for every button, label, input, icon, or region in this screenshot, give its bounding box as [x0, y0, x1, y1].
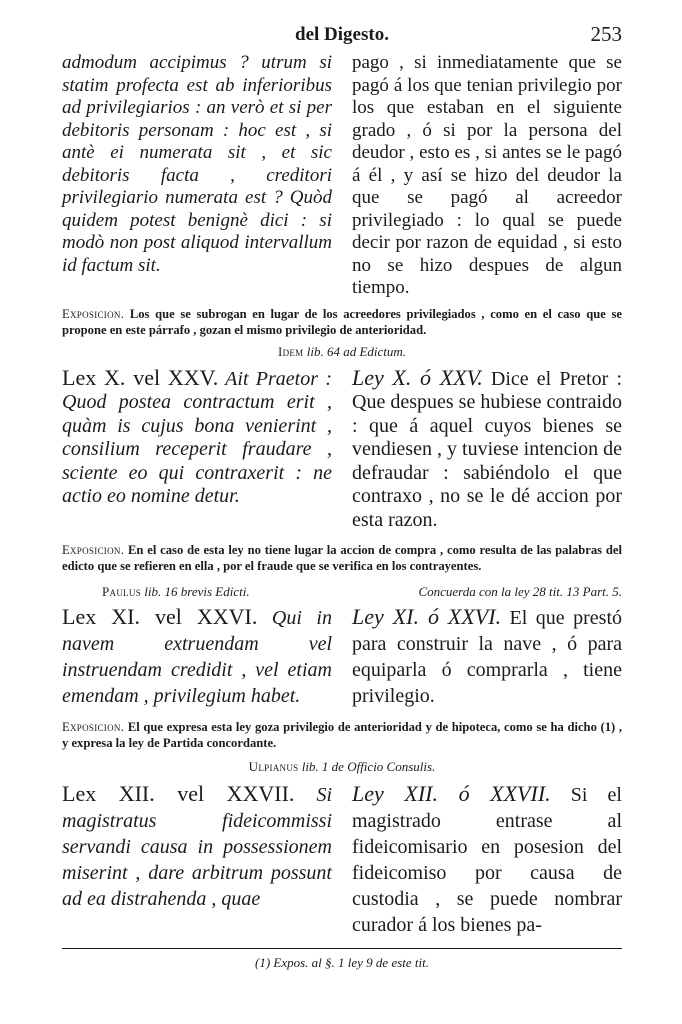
- source-left: [62, 584, 250, 600]
- text-block-1: [62, 52, 622, 300]
- source-author: Idem: [277, 343, 304, 359]
- exposicion-text: Los que se subrogan en lugar de los acreedores privilegiados , como en el caso que se propone en este párrafo , gozan el mismo privilegio de anterioridad.: [62, 306, 622, 337]
- latin-text: Qui in navem extruendam vel instruendam credidit , vel etiam emendam , privilegium habet.: [62, 607, 332, 707]
- source-line-1: [62, 344, 622, 360]
- source-ref: lib. 1 de Officio Consulis.: [301, 759, 436, 774]
- source-ref: lib. 64 ad Edictum.: [306, 343, 407, 359]
- spanish-column: [352, 781, 622, 938]
- ley-heading: Ley XI. ó XXVI.: [352, 604, 502, 629]
- text-block-2: [62, 366, 622, 533]
- spanish-text: El que prestó para construir la nave , ó para equiparla ó comprarla , tiene privilegio.: [352, 607, 623, 707]
- exposicion-text: En el caso de esta ley no tiene lugar la accion de compra , como resulta de las palabras del edicto que se refieren en ella , por el fraude que se verifica en los contrayentes.: [62, 543, 622, 573]
- running-head: [62, 22, 622, 48]
- ley-heading: Ley X. ó XXV.: [352, 364, 483, 390]
- running-title: del Digesto.: [295, 24, 389, 45]
- ley-heading: Ley XII. ó XXVII.: [352, 781, 551, 806]
- spanish-column: [352, 604, 622, 709]
- source-line-3: [62, 759, 622, 775]
- concordance: Concuerda con la ley 28 tit. 13 Part. 5.: [418, 584, 622, 599]
- lex-heading: Lex XI. vel XXVI.: [62, 604, 258, 629]
- exposicion-3: [62, 719, 622, 751]
- exposicion-text: El que expresa esta ley goza privilegio de anterioridad y de hipoteca, como se ha dicho (1) , y expresa la ley de Partida concordante.: [62, 720, 622, 750]
- source-author: Paulus: [102, 584, 142, 599]
- exposicion-label: Exposicion.: [62, 543, 125, 557]
- exposicion-1: [62, 306, 622, 338]
- source-ref: lib. 16 brevis Edicti.: [144, 584, 250, 599]
- spanish-text: Si el magistrado entrase al fideicomisario en posesion del fideicomiso por causa de custodia , se puede nombrar curador á los bienes pa-: [352, 784, 622, 936]
- latin-column: [62, 604, 332, 709]
- spanish-column: pago , si inmediatamente que se pagó á los que tenian privilegio por los que estaban en el siguiente grado , ó si por la persona del deudor , esto es , si antes se le pagó á él , y así se hizo del deudor la que se pagó al acreedor privilegiado : lo qual se puede decir por razon de equidad , si esto no se hizo despues de algun tiempo.: [352, 52, 622, 298]
- page: [62, 22, 622, 971]
- exposicion-label: Exposicion.: [62, 306, 125, 321]
- latin-column: [62, 366, 332, 533]
- text-block-4: [62, 781, 622, 938]
- latin-column: admodum accipimus ? utrum si statim profecta est ab inferioribus ad privilegiarios : an verò et si per debitoris personam : hoc est , si antè ei numerata sit , et sic debitoris facta , creditori privilegiario numerata est ? Quòd quidem potest benignè dici : si modò non post aliquod intervallum id factum sit.: [62, 52, 332, 276]
- footnote: [62, 955, 622, 971]
- latin-text: Si magistratus fideicommissi servandi causa in possessionem miserint , dare arbitrum possunt ad ea distrahenda , quae: [62, 784, 332, 910]
- footnote-text: (1) Expos. al §. 1 ley 9 de este tit.: [254, 955, 429, 970]
- exposicion-2: [62, 542, 622, 574]
- latin-text: Ait Praetor : Quod postea contractum erit , quàm is cujus bona venierint , consilium receperit fraudare , sciente eo qui contraxerit : ne actio eo nomine detur.: [62, 367, 332, 507]
- lex-heading: Lex XII. vel XXVII.: [62, 781, 295, 806]
- page-number: 253: [590, 22, 622, 46]
- spanish-text: Dice el Pretor : Que despues se hubiese contraido : que á aquel cuyos bienes se vendiesen , y tuviese intencion de defraudar : sabiéndolo el que contraxo , no se le dé accion por esta razon.: [352, 367, 623, 531]
- exposicion-label: Exposicion.: [62, 720, 125, 734]
- latin-column: [62, 781, 332, 938]
- lex-heading: Lex X. vel XXV.: [62, 364, 219, 390]
- source-author: Ulpianus: [248, 759, 299, 774]
- text-block-3: [62, 604, 622, 709]
- spanish-column: [352, 366, 622, 533]
- footnote-rule: [62, 948, 622, 949]
- source-line-2: [62, 584, 622, 600]
